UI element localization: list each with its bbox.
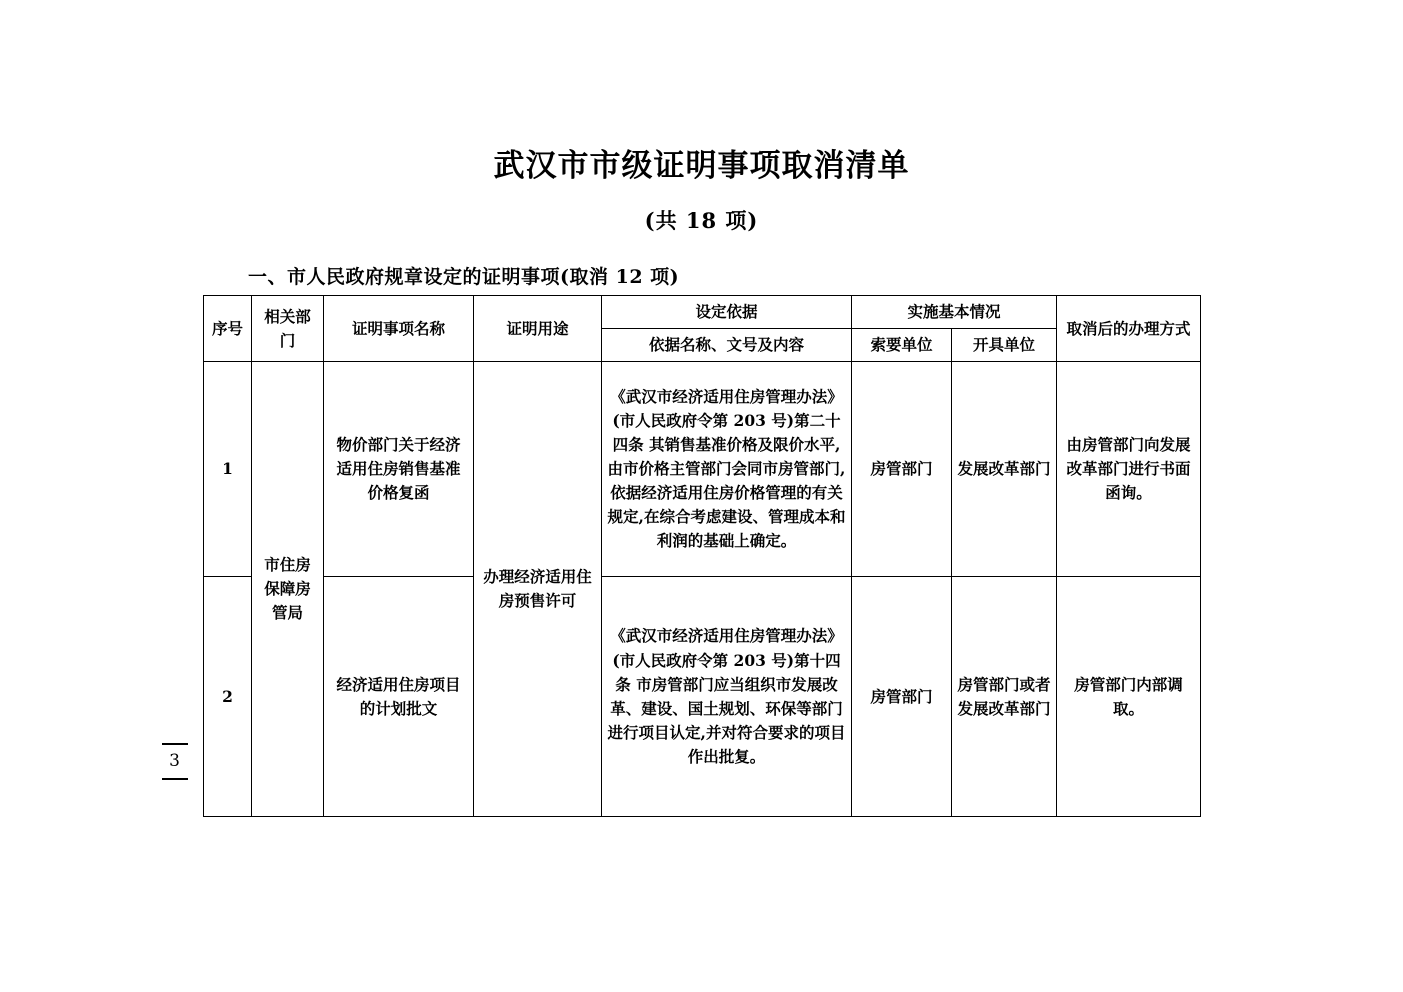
cell-usage: 办理经济适用住房预售许可 <box>474 362 602 817</box>
cell-basis-detail: 《武汉市经济适用住房管理办法》(市人民政府令第 203 号)第二十四条 其销售基准价格及限价水平,由市价格主管部门会同市房管部门,依据经济适用住房价格管理的有关规定,在综合考虑建设、管理成本和利润的基础上确定。 <box>602 362 852 577</box>
cell-no: 1 <box>204 362 252 577</box>
cell-item-name: 经济适用住房项目的计划批文 <box>324 577 474 817</box>
header-issuer: 开具单位 <box>952 329 1057 362</box>
cell-item-name: 物价部门关于经济适用住房销售基准价格复函 <box>324 362 474 577</box>
header-basis-detail: 依据名称、文号及内容 <box>602 329 852 362</box>
header-status-group: 实施基本情况 <box>852 296 1057 329</box>
page-number-value: 3 <box>169 751 181 771</box>
table-header-row-1 <box>204 296 1201 329</box>
cell-basis-detail: 《武汉市经济适用住房管理办法》(市人民政府令第 203 号)第十四条 市房管部门应当组织市发展改革、建设、国土规划、环保等部门进行项目认定,并对符合要求的项目作出批复。 <box>602 577 852 817</box>
header-after-cancel: 取消后的办理方式 <box>1057 296 1201 362</box>
cell-issuer: 发展改革部门 <box>952 362 1057 577</box>
cell-requester: 房管部门 <box>852 362 952 577</box>
cell-after-cancel: 由房管部门向发展改革部门进行书面函询。 <box>1057 362 1201 577</box>
cell-no: 2 <box>204 577 252 817</box>
header-requester: 索要单位 <box>852 329 952 362</box>
page-number-dash-bottom <box>162 778 188 780</box>
cell-after-cancel: 房管部门内部调取。 <box>1057 577 1201 817</box>
header-usage: 证明用途 <box>474 296 602 362</box>
page-subtitle: (共 18 项) <box>644 208 759 233</box>
page-number-dash-top <box>162 743 188 745</box>
header-dept: 相关部门 <box>252 296 324 362</box>
header-item-name: 证明事项名称 <box>324 296 474 362</box>
page-title: 武汉市市级证明事项取消清单 <box>493 148 910 184</box>
cancellation-list-table <box>203 295 1201 817</box>
page-number <box>150 735 200 788</box>
cell-dept: 市住房保障房管局 <box>252 362 324 817</box>
cell-issuer: 房管部门或者发展改革部门 <box>952 577 1057 817</box>
header-no: 序号 <box>204 296 252 362</box>
cell-requester: 房管部门 <box>852 577 952 817</box>
table-row <box>204 577 1201 817</box>
table-row <box>204 362 1201 577</box>
header-basis-group: 设定依据 <box>602 296 852 329</box>
section-heading: 一、市人民政府规章设定的证明事项(取消 12 项) <box>248 266 680 288</box>
